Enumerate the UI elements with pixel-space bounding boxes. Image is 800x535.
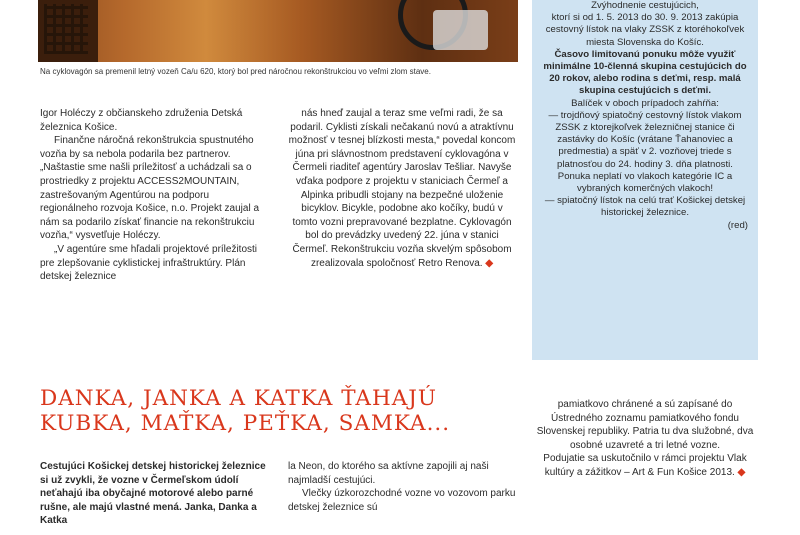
- article-column-2: [288, 107, 516, 270]
- photo-window-grille: [44, 4, 88, 54]
- box-line-2: ktorí si od 1. 5. 2013 do 30. 9. 2013 zakúpia cestovný lístok na vlaky ZSSK z ktoréhokoľvek miesta Slovenska do Košíc.: [545, 12, 745, 48]
- offer-sidebar-text: [542, 0, 748, 232]
- section-headline: [40, 386, 510, 436]
- box-paragraph-2: Balíček v oboch prípadoch zahŕňa:: [571, 97, 719, 109]
- box-paragraph-3: — trojdňový spiatočný cestovný lístok vlakom ZSSK z ktorejkoľvek železničnej stanice či zastávky do Košíc (vrátane Ťahanoviec a predmestia) a späť v 2. vozňovej triede s platnosťou do 24. hodiny 3. dňa platnosti. Ponuka neplatí vo vlakoch kategórie IC a vybraných komerčných vlakoch!: [548, 109, 742, 195]
- box-bold-offer: [542, 49, 748, 98]
- end-mark-icon-2: ◆: [737, 466, 746, 478]
- end-mark-icon: ◆: [485, 257, 494, 269]
- col5-paragraph-1: pamiatkovo chránené a sú zapísané do Ústredného zoznamu pamiatkového fondu Slovenskej republiky. Patria tu dva služobné, dva osobné uzavreté a tri letné vozne.: [536, 399, 754, 451]
- article-column-4: [288, 460, 516, 514]
- lead-column: [40, 460, 268, 528]
- cyclo-wagon-photo: [38, 0, 518, 62]
- col4-paragraph-1: la Neon, do ktorého sa aktívne zapojili aj naši najmladší cestujúci.: [288, 461, 489, 486]
- col4-paragraph-2: Vlečky úzkorozchodné vozne vo vozovom parku detskej železnice sú: [288, 488, 516, 513]
- lead-paragraph: Cestujúci Košickej detskej historickej železnice si už zvykli, že vozne v Čermeľskom údolí neťahajú iba obyčajné motorové alebo parné rušne, ale majú vlastné mená. Janka, Danka a Katka: [40, 461, 266, 527]
- photo-bicycle-frame: [433, 10, 488, 50]
- photo-caption: Na cyklovagón sa premenil letný vozeň Ca/u 620, ktorý bol pred náročnou rekonštrukciou vo veľmi zlom stave.: [40, 67, 431, 76]
- box-line-1: Zvýhodnenie cestujúcich,: [591, 0, 699, 11]
- col1-paragraph-2: Finančne náročná rekonštrukcia spustnutého vozňa by sa nebola podarila bez partnerov. „Naštastie sme našli príležitosť a uchádzali sa o prostriedky z projektu ACCESS2MOUNTAIN, zastrešovaným Agentúrou na podporu regionálneho rozvoja Košice, n.o. Projekt zaujal a nám sa podarilo získať financie na rekonštrukciu vozňa,“ vysvetľuje Holéczy.: [40, 135, 260, 242]
- headline-line-2: KUBKA, MAŤKA, PEŤKA, SAMKA...: [40, 411, 451, 436]
- article-column-5: [532, 398, 758, 480]
- box-paragraph-4: — spiatočný lístok na celú trať Košickej detskej historickej železnice.: [544, 195, 746, 219]
- col1-paragraph-3: „V agentúre sme hľadali projektové príležitosti pre zlepšovanie cyklistickej infraštruktúry. Plán detskej železnice: [40, 243, 258, 283]
- col1-paragraph-1: Igor Holéczy z občianskeho združenia Detská železnica Košice.: [40, 108, 243, 133]
- col5-paragraph-2: [532, 452, 758, 479]
- headline-line-1: DANKA, JANKA A KATKA ŤAHAJÚ: [40, 386, 437, 411]
- box-bold-text: Časovo limitovanú ponuku môže využiť minimálne 10-členná skupina cestujúcich do 20 rokov, alebo rodina s deťmi, resp. malá skupina cestujúcich s deťmi.: [543, 48, 747, 97]
- col5-text: Podujatie sa uskutočnilo v rámci projektu Vlak kultúry a zážitkov – Art & Fun Košice 2013.: [543, 453, 747, 478]
- col2-text: nás hneď zaujal a teraz sme veľmi radi, že sa podaril. Cyklisti získali nečakanú novú a atraktívnu možnosť v tesnej blízkosti mesta,“ povedal koncom júna pri slávnostnom predstavení cyklovagóna v Čermeli riaditeľ agentúry Jaroslav Tešliar. Navyše vďaka podpore z projektu v staniciach Čermeľ a Alpinka pribudli stojany na bezpečné uloženie bicyklov. Bicykle, podobne ako kočíky, budú v tomto vozni prepravované bezplatne. Cyklovagón bol do prevádzky uvedený 22. júna v stanici Čermeľ. Rekonštrukciu vozňa skvelým spôsobom zrealizovala spoločnosť Retro Renova.: [288, 108, 516, 269]
- article-column-1: [40, 107, 268, 284]
- col2-paragraph-1: [288, 107, 516, 270]
- box-signature: (red): [727, 219, 748, 231]
